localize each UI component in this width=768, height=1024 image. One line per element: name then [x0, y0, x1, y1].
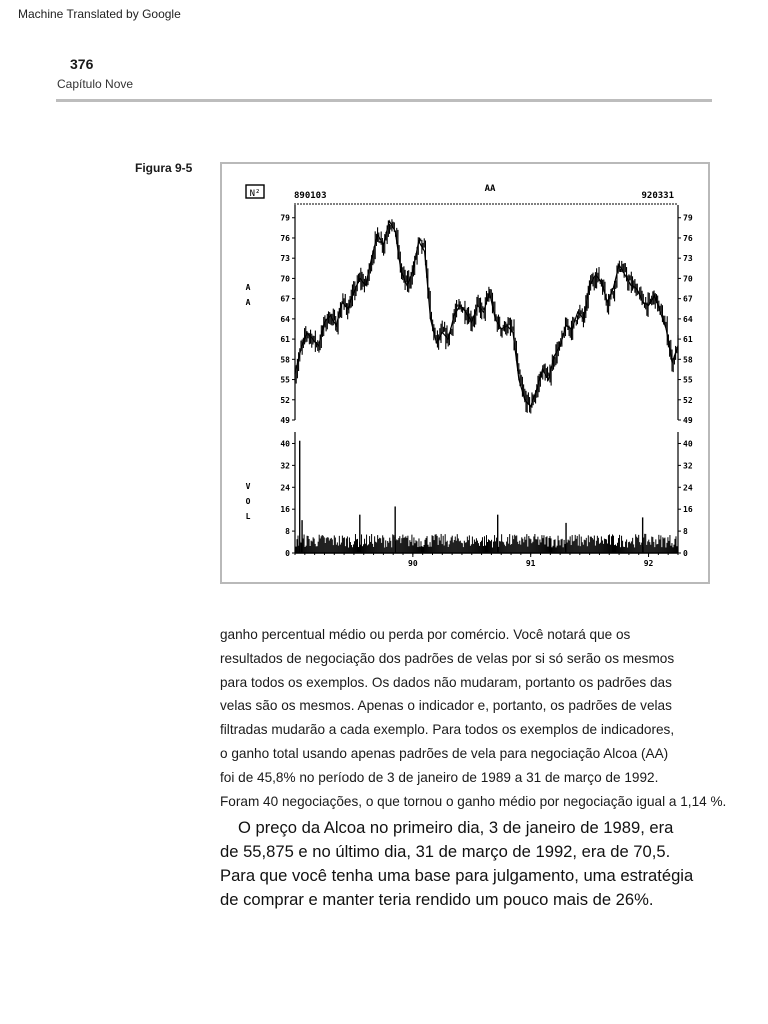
price-volume-chart [222, 164, 708, 582]
price-point [512, 332, 513, 333]
body-line: Foram 40 negociações, o que tornou o ganho médio por negociação igual a 1,14 %. [220, 793, 727, 809]
price-point [324, 322, 325, 323]
volume-axis-letter: O [245, 497, 251, 506]
volume-tick-label: 16 [280, 505, 290, 515]
volume-axis-letters [246, 482, 251, 521]
x-axis [295, 553, 678, 568]
price-point [642, 301, 643, 302]
price-panel [280, 205, 692, 425]
symbol-label: AA [484, 184, 496, 194]
price-tick-label: 70 [683, 274, 693, 284]
price-tick-label: 55 [683, 375, 693, 385]
price-axis-letter: A [245, 283, 251, 292]
price-point [554, 355, 555, 356]
price-point [383, 244, 384, 245]
header-divider [56, 99, 712, 102]
price-point [666, 328, 667, 329]
price-point [318, 345, 319, 346]
price-point [395, 231, 396, 232]
start-date-label: 890103 [294, 191, 327, 201]
machine-translation-banner: Machine Translated by Google [18, 7, 181, 21]
volume-tick-label: 40 [683, 439, 693, 449]
price-point [613, 288, 614, 289]
price-point [442, 332, 443, 333]
price-point [418, 241, 419, 242]
body-line: o ganho total usando apenas padrões de vela para negociação Alcoa (AA) [220, 745, 669, 761]
price-point [507, 325, 508, 326]
price-tick-label: 73 [683, 254, 693, 264]
volume-tick-label: 24 [683, 483, 693, 493]
body-line: Para que você tenha uma base para julgamento, uma estratégia [220, 866, 694, 885]
end-date-label: 920331 [641, 191, 674, 201]
volume-tick-label: 0 [285, 549, 290, 558]
price-tick-label: 70 [280, 274, 290, 284]
logo-text: N² [249, 189, 261, 199]
price-point [430, 318, 431, 319]
price-point [495, 318, 496, 319]
price-point [548, 379, 549, 380]
price-point [389, 221, 390, 222]
price-point [471, 322, 472, 323]
price-point [436, 342, 437, 343]
price-point [424, 251, 425, 252]
price-point [607, 301, 608, 302]
price-point [342, 301, 343, 302]
price-line [295, 221, 678, 406]
price-tick-label: 52 [280, 395, 290, 405]
price-point [359, 278, 360, 279]
chart-header [246, 184, 678, 204]
price-tick-label: 64 [280, 314, 290, 324]
price-tick-label: 79 [683, 213, 693, 223]
x-tick-label: 90 [408, 559, 418, 568]
price-point [365, 285, 366, 286]
body-line: de comprar e manter teria rendido um pouco mais de 26%. [220, 890, 654, 909]
price-point [336, 325, 337, 326]
body-line: O preço da Alcoa no primeiro dia, 3 de janeiro de 1989, era [238, 818, 674, 837]
volume-tick-label: 8 [683, 527, 688, 537]
price-point [477, 305, 478, 306]
price-tick-label: 58 [280, 355, 290, 365]
price-point [595, 274, 596, 275]
body-line: filtradas mudarão a cada exemplo. Para todos os exemplos de indicadores, [220, 722, 675, 738]
price-point [672, 362, 673, 363]
body-paragraph-1 [220, 623, 765, 813]
volume-tick-label: 16 [683, 505, 693, 515]
price-point [530, 406, 531, 407]
price-point [371, 258, 372, 259]
body-line: ganho percentual médio ou perda por comércio. Você notará que os [220, 627, 631, 642]
volume-tick-label: 32 [683, 461, 693, 471]
price-tick-label: 73 [280, 254, 290, 264]
volume-tick-label: 24 [280, 483, 290, 493]
price-point [560, 345, 561, 346]
price-tick-label: 67 [280, 294, 290, 304]
price-point [648, 305, 649, 306]
price-tick-label: 55 [280, 375, 290, 385]
price-point [412, 271, 413, 272]
price-point [453, 315, 454, 316]
volume-panel [280, 432, 692, 558]
price-axis-letter: A [245, 298, 251, 307]
price-point [624, 274, 625, 275]
price-point [660, 312, 661, 313]
price-point [459, 305, 460, 306]
price-tick-label: 76 [280, 233, 290, 243]
price-tick-label: 61 [280, 335, 290, 345]
price-tick-label: 49 [683, 416, 693, 425]
body-line: foi de 45,8% no período de 3 de janeiro de 1989 a 31 de março de 1992. [220, 769, 659, 785]
price-point [577, 312, 578, 313]
price-point [601, 281, 602, 282]
volume-tick-label: 0 [683, 549, 688, 558]
x-tick-label: 91 [525, 559, 536, 568]
price-point [501, 328, 502, 329]
price-point [489, 291, 490, 292]
price-tick-label: 49 [280, 416, 290, 425]
price-point [589, 285, 590, 286]
price-point [406, 285, 407, 286]
x-tick-label: 92 [643, 559, 654, 568]
body-line: para todos os exemplos. Os dados não mudaram, portanto os padrões das [220, 674, 672, 690]
price-tick-label: 67 [683, 294, 693, 304]
price-point [465, 312, 466, 313]
price-point [524, 399, 525, 400]
volume-axis-letter: V [245, 482, 251, 491]
price-point [300, 349, 301, 350]
price-tick-label: 58 [683, 355, 693, 365]
price-point [618, 264, 619, 265]
price-tick-label: 76 [683, 233, 693, 243]
price-point [347, 308, 348, 309]
body-paragraph-2 [220, 816, 740, 912]
volume-axis-letter: L [245, 512, 251, 521]
volume-tick-label: 8 [285, 527, 290, 537]
price-point [518, 379, 519, 380]
body-line: velas são os mesmos. Apenas o indicador e, portanto, os padrões de velas [220, 698, 672, 714]
price-tick-label: 79 [280, 213, 290, 223]
volume-tick-label: 32 [280, 461, 290, 471]
price-point [677, 345, 678, 346]
price-point [400, 271, 401, 272]
price-point [583, 318, 584, 319]
figure-label: Figura 9-5 [135, 161, 193, 175]
price-point [536, 389, 537, 390]
price-point [542, 369, 543, 370]
price-tick-label: 52 [683, 395, 693, 405]
chapter-title: Capítulo Nove [57, 77, 134, 91]
price-point [630, 285, 631, 286]
price-point [571, 328, 572, 329]
page-number: 376 [70, 56, 94, 72]
price-point [330, 315, 331, 316]
price-axis-letters [246, 283, 251, 307]
price-point [654, 295, 655, 296]
price-tick-label: 61 [683, 335, 693, 345]
price-point [448, 338, 449, 339]
price-point [306, 332, 307, 333]
price-point [312, 338, 313, 339]
figure-9-5 [220, 162, 710, 584]
price-point [565, 325, 566, 326]
price-point [483, 312, 484, 313]
volume-tick-label: 40 [280, 439, 290, 449]
price-point [353, 291, 354, 292]
price-point [377, 234, 378, 235]
price-tick-label: 64 [683, 314, 693, 324]
price-point [636, 288, 637, 289]
body-line: resultados de negociação dos padrões de velas por si só serão os mesmos [220, 650, 675, 666]
body-line: de 55,875 e no último dia, 31 de março de 1992, era de 70,5. [220, 842, 671, 861]
price-point [294, 373, 295, 374]
